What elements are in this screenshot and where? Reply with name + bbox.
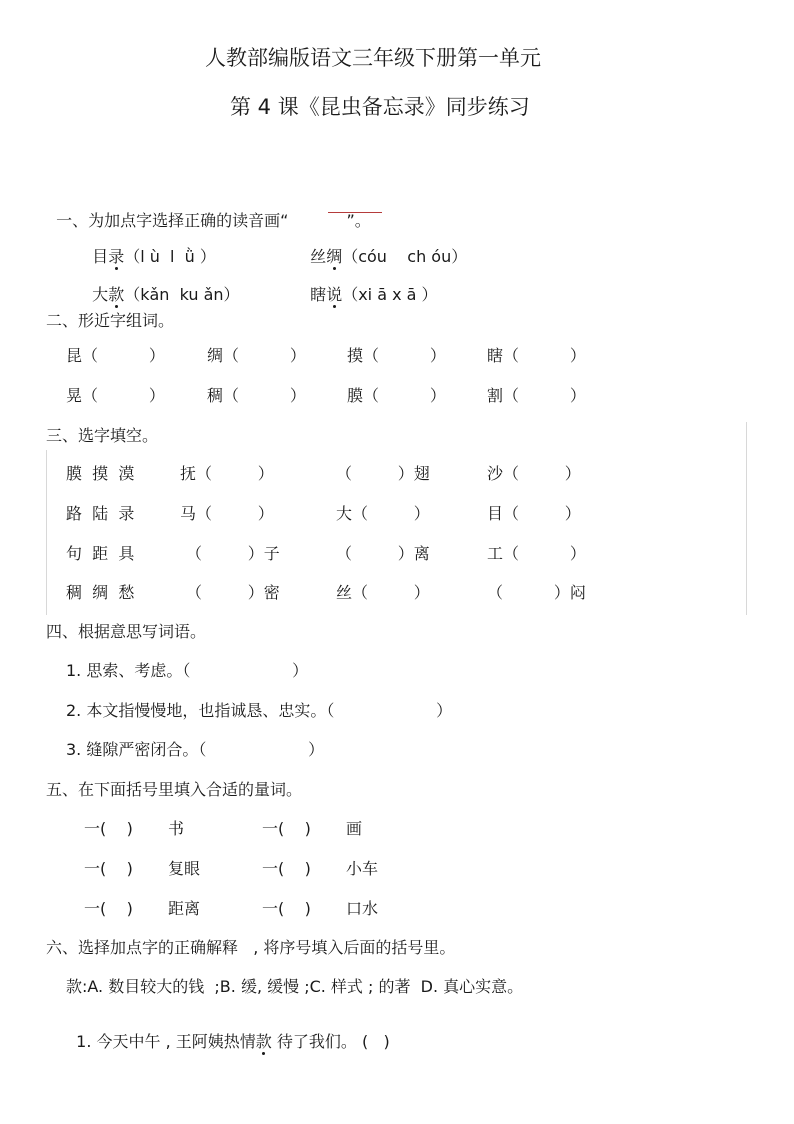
q5-blank: 一( )	[84, 859, 133, 878]
q3-cell: 大（ ）	[336, 504, 430, 523]
q1-item-xiashuo-char: 瞎	[310, 285, 327, 304]
q3-cell: 丝（ ）	[336, 583, 430, 602]
box-border-left	[46, 450, 47, 615]
q3-cell: （ ）闷	[487, 583, 586, 602]
q1-item-xiashuo	[300, 271, 438, 303]
q4-item: 2. 本文指慢慢地，也指诚恳、忠实。（ ）	[66, 701, 453, 720]
q1-item-mulu	[82, 233, 216, 265]
q3-cell: 工（ ）	[487, 544, 586, 563]
q5-blank: 一( )	[84, 819, 133, 838]
q5-word: 距离	[168, 899, 201, 918]
q5-blank: 一( )	[262, 899, 311, 918]
q3-char-group: 膜 摸 漠	[66, 464, 135, 483]
q5-word: 画	[346, 819, 363, 838]
q3-cell: （ ）离	[336, 544, 430, 563]
box-border-right	[746, 422, 747, 615]
dotted-char: 款	[255, 1032, 272, 1051]
q3-char-group: 路 陆 录	[66, 504, 135, 523]
q2-cell: 绸（ ）	[207, 346, 306, 365]
q1-item-mulu-pinyin: （l ù l ǜ ）	[124, 247, 216, 266]
q1-item-dakuan-char: 大	[92, 285, 109, 304]
answer-underline	[328, 212, 382, 213]
q3-cell: 沙（ ）	[487, 464, 581, 483]
q3-cell: （ ）密	[186, 583, 280, 602]
q4-heading: 四、根据意思写词语。	[46, 622, 207, 641]
q4-item: 1. 思索、考虑。（ ）	[66, 661, 309, 680]
q1-item-dakuan	[82, 271, 240, 303]
q4-item: 3. 缝隙严密闭合。（ ）	[66, 740, 325, 759]
q1-item-sichou	[300, 233, 467, 265]
q3-heading: 三、选字填空。	[46, 426, 159, 445]
q6-item-text: 1. 今天中午 , 王阿姨热情	[76, 1032, 256, 1051]
q2-cell: 晃（ ）	[66, 386, 165, 405]
q5-blank: 一( )	[262, 819, 311, 838]
dotted-char: 款	[108, 285, 125, 304]
q3-cell: 马（ ）	[180, 504, 274, 523]
q2-cell: 膜（ ）	[347, 386, 446, 405]
q2-cell: 稠（ ）	[207, 386, 306, 405]
q5-blank: 一( )	[84, 899, 133, 918]
q5-word: 小车	[346, 859, 379, 878]
q1-item-dakuan-pinyin: （kǎn ku ǎn）	[124, 285, 240, 304]
q2-heading: 二、形近字组词。	[46, 311, 175, 330]
q3-cell: 目（ ）	[487, 504, 581, 523]
q1-item-sichou-char: 丝	[310, 247, 327, 266]
q2-cell: 割（ ）	[487, 386, 586, 405]
q6-heading: 六、选择加点字的正确解释 , 将序号填入后面的括号里。	[46, 938, 456, 957]
q3-char-group: 稠 绸 愁	[66, 583, 135, 602]
q1-item-xiashuo-pinyin: （xi ā x ā ）	[342, 285, 438, 304]
q3-cell: （ ）翅	[336, 464, 430, 483]
page-title: 人教部编版语文三年级下册第一单元	[205, 46, 541, 70]
q3-cell: （ ）子	[186, 544, 280, 563]
q1-item-sichou-pinyin: （cóu ch óu）	[342, 247, 468, 266]
q3-cell: 抚（ ）	[180, 464, 274, 483]
q5-blank: 一( )	[262, 859, 311, 878]
q2-cell: 昆（ ）	[66, 346, 165, 365]
dotted-char: 绸	[326, 247, 343, 266]
q5-heading: 五、在下面括号里填入合适的量词。	[46, 780, 303, 799]
q6-options: 款:A. 数目较大的钱 ;B. 缓, 缓慢 ;C. 样式 ; 的著 D. 真心实意。	[66, 977, 524, 996]
q1-heading	[46, 197, 371, 229]
lesson-title: 第 4 课《昆虫备忘录》同步练习	[230, 95, 530, 119]
q2-cell: 摸（ ）	[347, 346, 446, 365]
dotted-char: 录	[108, 247, 125, 266]
q6-item-tail: 待了我们。 ( )	[271, 1032, 390, 1051]
q3-char-group: 句 距 具	[66, 544, 135, 563]
q1-heading-after: ”。	[346, 211, 371, 230]
q6-item	[66, 1018, 390, 1050]
q5-word: 书	[168, 819, 185, 838]
q2-cell: 瞎（ ）	[487, 346, 586, 365]
q5-word: 口水	[346, 899, 379, 918]
q1-item-mulu-char: 目	[92, 247, 109, 266]
q1-heading-before: 一、为加点字选择正确的读音画“	[56, 211, 289, 230]
dotted-char: 说	[326, 285, 343, 304]
q5-word: 复眼	[168, 859, 201, 878]
